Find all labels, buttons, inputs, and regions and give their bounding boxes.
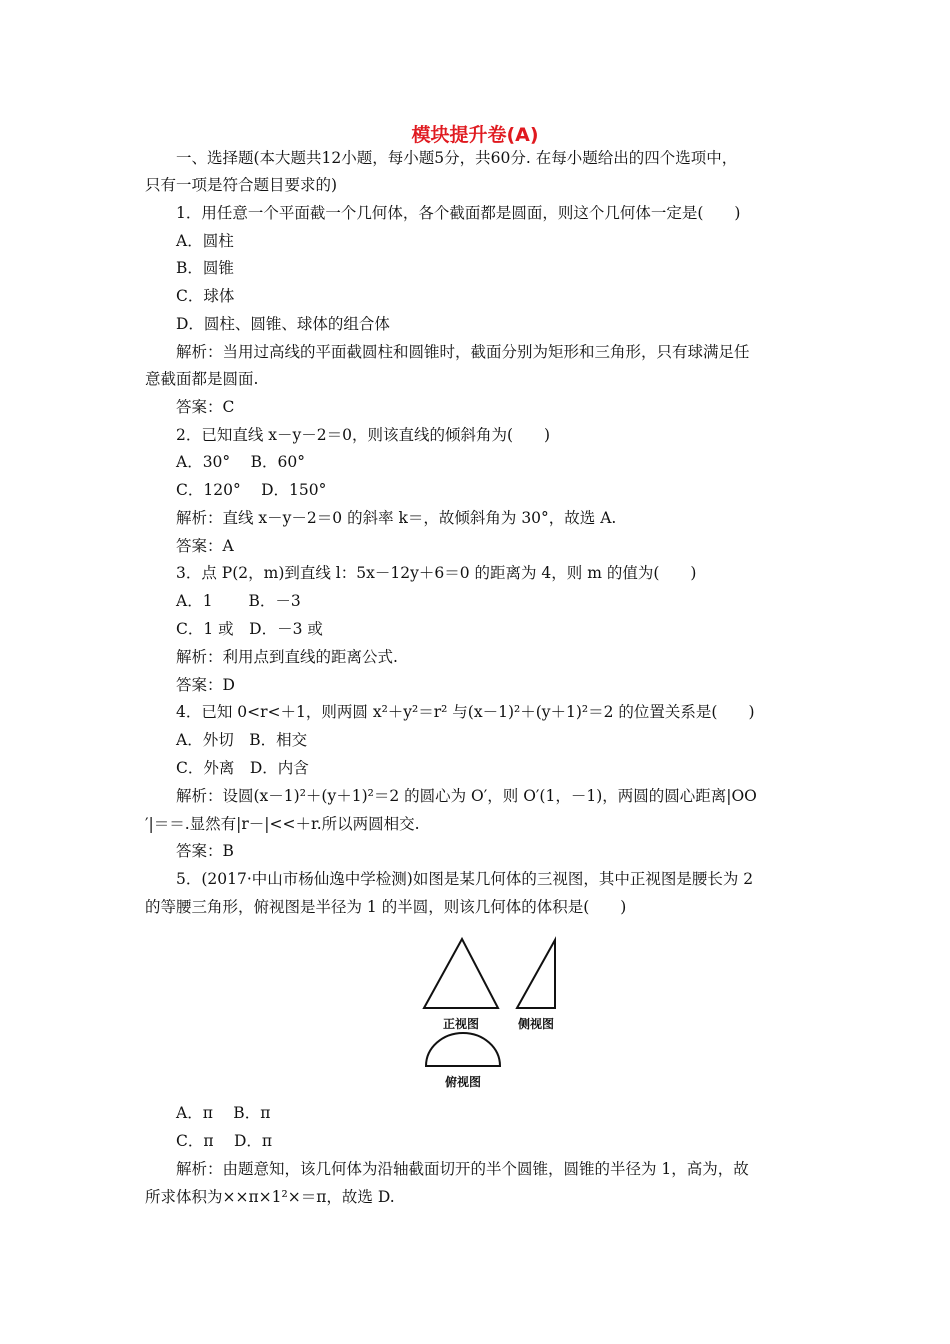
q2-options-cd: C．120° D．150° xyxy=(176,481,327,499)
front-view-label: 正视图 xyxy=(442,1017,480,1031)
question-1: 1．用任意一个平面截一个几何体，各个截面都是圆面，则这个几何体一定是( ) xyxy=(176,204,741,222)
q4-analysis-line-2: ′|＝＝.显然有|r－|<<＋r.所以两圆相交. xyxy=(145,815,420,833)
q5-options-cd: C．π D．π xyxy=(176,1132,273,1150)
q4-options-cd: C．外离 D．内含 xyxy=(176,759,309,777)
q3-analysis: 解析：利用点到直线的距离公式. xyxy=(176,648,398,666)
q3-options-cd: C．1 或 D．－3 或 xyxy=(176,620,323,638)
q3-options-ab: A．1 B．－3 xyxy=(176,592,301,610)
q4-answer: 答案：B xyxy=(176,842,234,860)
front-view-triangle xyxy=(424,939,498,1008)
page-title: 模块提升卷(A) xyxy=(411,124,539,146)
side-view-label: 侧视图 xyxy=(517,1017,555,1031)
q5-analysis-line-2: 所求体积为××π×1²×＝π，故选 D. xyxy=(145,1188,395,1206)
top-view-label: 俯视图 xyxy=(444,1075,482,1089)
q5-analysis-line-1: 解析：由题意知，该几何体为沿轴截面切开的半个圆锥，圆锥的半径为 1，高为，故 xyxy=(176,1160,749,1178)
question-2: 2．已知直线 x－y－2＝0，则该直线的倾斜角为( ) xyxy=(176,426,551,444)
q4-analysis-line-1: 解析：设圆(x－1)²＋(y＋1)²＝2 的圆心为 O′，则 O′(1，－1)，两圆的圆心距离|OO xyxy=(176,787,757,805)
section-heading-line-2: 只有一项是符合题目要求的) xyxy=(145,176,338,194)
q2-analysis: 解析：直线 x－y－2＝0 的斜率 k＝，故倾斜角为 30°，故选 A. xyxy=(176,509,617,527)
question-5-line-1: 5．(2017·中山市杨仙逸中学检测)如图是某几何体的三视图，其中正视图是腰长为 2 xyxy=(176,870,754,888)
q1-option-d: D．圆柱、圆锥、球体的组合体 xyxy=(176,315,390,333)
q1-analysis-line-1: 解析：当用过高线的平面截圆柱和圆锥时，截面分别为矩形和三角形，只有球满足任 xyxy=(176,343,750,361)
side-view-triangle xyxy=(517,940,555,1008)
question-5-line-2: 的等腰三角形，俯视图是半径为 1 的半圆，则该几何体的体积是( ) xyxy=(145,898,627,916)
q3-answer: 答案：D xyxy=(176,676,235,694)
three-view-figure xyxy=(415,930,565,1090)
q1-answer: 答案：C xyxy=(176,398,235,416)
question-3: 3．点 P(2，m)到直线 l：5x－12y＋6＝0 的距离为 4，则 m 的值为( ) xyxy=(176,564,697,582)
q1-analysis-line-2: 意截面都是圆面. xyxy=(145,370,259,388)
q1-option-a: A．圆柱 xyxy=(176,232,234,250)
q2-answer: 答案：A xyxy=(176,537,234,555)
question-4: 4．已知 0<r<＋1，则两圆 x²＋y²＝r² 与(x－1)²＋(y＋1)²＝2 的位置关系是( ) xyxy=(176,703,755,721)
section-heading-line-1: 一、选择题(本大题共12小题，每小题5分，共60分. 在每小题给出的四个选项中， xyxy=(176,149,738,167)
q1-option-b: B．圆锥 xyxy=(176,259,234,277)
q2-options-ab: A．30° B．60° xyxy=(176,453,305,471)
q4-options-ab: A．外切 B．相交 xyxy=(176,731,308,749)
top-view-semicircle xyxy=(426,1033,500,1066)
q1-option-c: C．球体 xyxy=(176,287,235,305)
q5-options-ab: A．π B．π xyxy=(176,1104,271,1122)
